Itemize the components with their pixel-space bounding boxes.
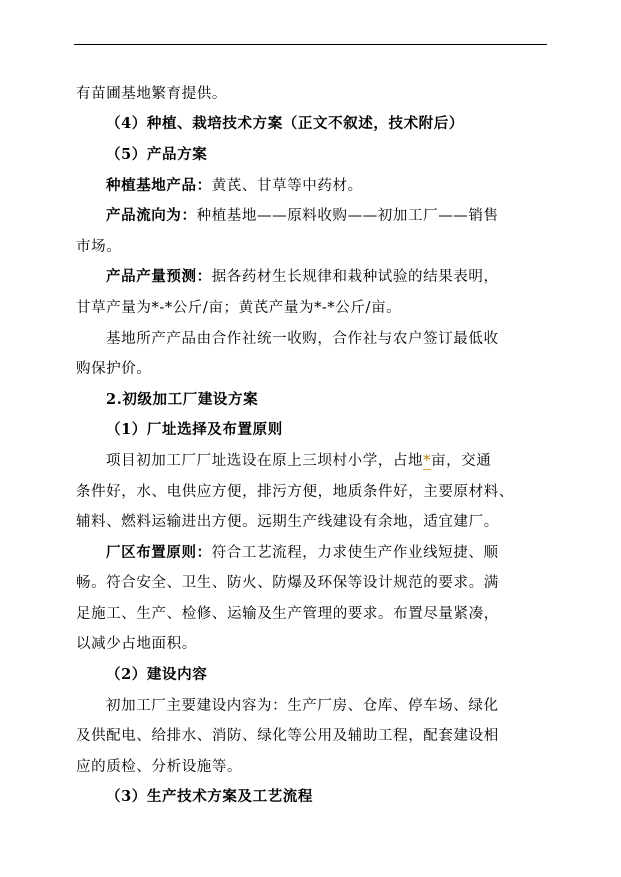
paragraph-line (106, 176, 363, 196)
section-heading: （3）生产技术方案及工艺流程 (106, 788, 313, 805)
term-label: 产品流向为： (106, 207, 197, 224)
section-heading: （4）种植、栽培技术方案（正文不叙述，技术附后） (106, 115, 464, 132)
paragraph-line (106, 543, 499, 563)
paragraph-line: 及供配电、给排水、消防、绿化等公用及辅助工程，配套建设相 (76, 728, 499, 744)
term-text: 据各药材生长规律和栽种试验的结果表明， (211, 269, 499, 285)
term-label: 厂区布置原则： (106, 544, 212, 561)
paragraph-line: 甘草产量为*-*公斤/亩；黄芪产量为*-*公斤/亩。 (76, 300, 402, 316)
placeholder-mark: * (423, 453, 431, 469)
paragraph-line: 基地所产产品由合作社统一收购，合作社与农户签订最低收 (106, 331, 499, 347)
section-heading: （1）厂址选择及布置原则 (106, 421, 283, 438)
paragraph-line: 初加工厂主要建设内容为：生产厂房、仓库、停车场、绿化 (106, 698, 499, 714)
term-label: 种植基地产品： (106, 177, 212, 194)
paragraph-line: 购保护价。 (76, 361, 152, 377)
paragraph-line: 以减少占地面积。 (76, 636, 197, 652)
text-run: 项目初加工厂厂址选设在原上三坝村小学，占地 (106, 453, 424, 469)
paragraph-line (106, 451, 491, 471)
section-heading: （5）产品方案 (106, 146, 208, 163)
text-run: 亩，交通 (430, 453, 492, 469)
section-heading: 2.初级加工厂建设方案 (106, 391, 259, 408)
term-text: 种植基地——原料收购——初加工厂——销售 (196, 208, 499, 224)
paragraph-line: 应的质检、分析设施等。 (76, 759, 243, 775)
paragraph-line (106, 267, 499, 287)
paragraph-line: 足施工、生产、检修、运输及生产管理的要求。布置尽量紧凑， (76, 606, 499, 622)
paragraph-line: 条件好，水、电供应方便，排污方便，地质条件好，主要原材料、 (76, 484, 514, 500)
paragraph-line (106, 206, 499, 226)
paragraph-line: 辅料、燃料运输进出方便。远期生产线建设有余地，适宜建厂。 (76, 514, 499, 530)
paragraph-line: 畅。符合安全、卫生、防火、防爆及环保等设计规范的要求。满 (76, 575, 499, 591)
term-label: 产品产量预测： (106, 268, 212, 285)
section-heading: （2）建设内容 (106, 666, 208, 683)
term-text: 黄芪、甘草等中药材。 (211, 178, 363, 194)
term-text: 符合工艺流程，力求使生产作业线短捷、顺 (211, 545, 499, 561)
paragraph-line: 市场。 (76, 239, 122, 255)
paragraph-line: 有苗圃基地繁育提供。 (76, 86, 227, 102)
header-rule (74, 44, 547, 45)
